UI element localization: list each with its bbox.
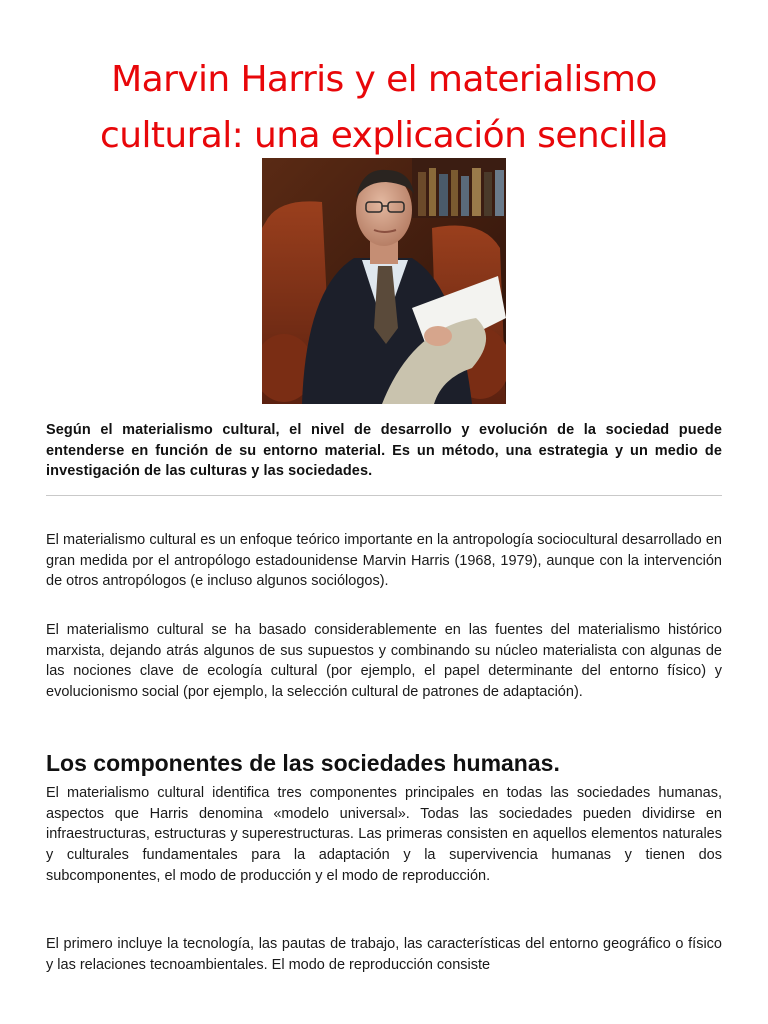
- body-paragraph: El primero incluye la tecnología, las pautas de trabajo, las características del entorno geográfico o físico y las relaciones tecnoambientales. El modo de reproducción consiste: [46, 936, 722, 973]
- article-title: Marvin Harris y el materialismo cultural: una explicación sencilla: [100, 59, 668, 156]
- portrait-photo: [262, 158, 506, 404]
- body-paragraph: El materialismo cultural identifica tres componentes principales en todas las sociedades humanas, aspectos que Harris denomina «modelo universal». Todas las sociedades pueden dividirse en infraestructuras, estructuras y superestructuras. Las primeras consisten en aquellos elementos naturales y culturales fundamentales para la adaptación y la supervivencia humanas y tienen dos subcomponentes, el modo de producción y el modo de reproducción.: [46, 785, 722, 884]
- body-paragraph: El materialismo cultural se ha basado considerablemente en las fuentes del materialismo histórico marxista, dejando atrás algunos de sus supuestos y combinando su núcleo materialista con algunas de las nociones clave de ecología cultural (por ejemplo, el papel determinante del entorno físico) y evolucionismo social (por ejemplo, la selección cultural de patrones de adaptación).: [46, 622, 722, 701]
- divider: [46, 495, 722, 496]
- section-heading: Los componentes de las sociedades humanas.: [46, 750, 560, 776]
- lead-paragraph: Según el materialismo cultural, el nivel de desarrollo y evolución de la sociedad puede entenderse en función de su entorno material. Es un método, una estrategia y un medio de investigación de las culturas y las sociedades.: [46, 422, 722, 479]
- body-paragraph: El materialismo cultural es un enfoque teórico importante en la antropología sociocultural desarrollado en gran medida por el antropólogo estadounidense Marvin Harris (1968, 1979), aunque con la intervención de otros antropólogos (e incluso algunos sociólogos).: [46, 532, 722, 590]
